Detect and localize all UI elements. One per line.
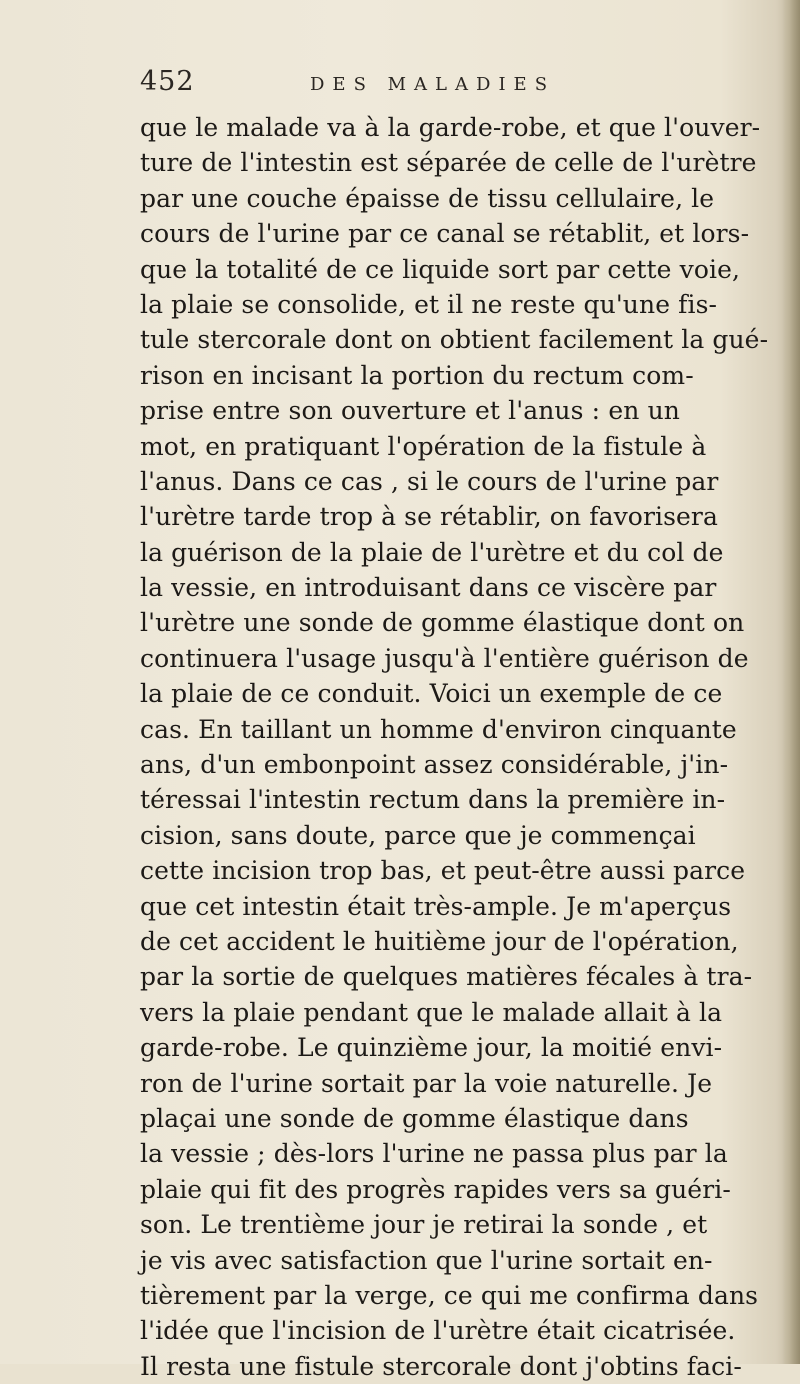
text-line: par une couche épaisse de tissu cellulaire, le <box>140 183 715 213</box>
text-line: mot, en pratiquant l'opération de la fistule à <box>140 431 707 461</box>
text-line: la plaie de ce conduit. Voici un exemple de ce <box>140 679 723 709</box>
text-line: la guérison de la plaie de l'urètre et du col de <box>140 537 724 567</box>
text-line: l'idée que l'incision de l'urètre était cicatrisée. <box>140 1316 736 1346</box>
text-line: rison en incisant la portion du rectum com- <box>140 360 694 390</box>
text-line: que cet intestin était très-ample. Je m'aperçus <box>140 891 732 921</box>
text-line: de cet accident le huitième jour de l'opération, <box>140 926 739 956</box>
text-line: cette incision trop bas, et peut-être aussi parce <box>140 856 746 886</box>
text-line: par la sortie de quelques matières fécales à tra- <box>140 962 753 992</box>
text-line: l'urètre tarde trop à se rétablir, on favorisera <box>140 502 718 532</box>
text-line: garde-robe. Le quinzième jour, la moitié envi- <box>140 1033 723 1063</box>
text-line: cision, sans doute, parce que je commençai <box>140 820 696 850</box>
page-edge-shadow <box>782 0 800 1364</box>
text-line: ans, d'un embonpoint assez considérable, j'in- <box>140 750 729 780</box>
text-line: la vessie ; dès-lors l'urine ne passa plus par la <box>140 1139 728 1169</box>
text-line: prise entre son ouverture et l'anus : en un <box>140 396 680 426</box>
text-line: l'anus. Dans ce cas , si le cours de l'urine par <box>140 466 719 496</box>
text-line: la vessie, en introduisant dans ce viscère par <box>140 573 717 603</box>
text-line: vers la plaie pendant que le malade allait à la <box>140 997 723 1027</box>
text-line: téressai l'intestin rectum dans la première in- <box>140 785 726 815</box>
body-text <box>140 110 769 1384</box>
text-line: ture de l'intestin est séparée de celle de l'urètre <box>140 148 757 178</box>
text-line: son. Le trentième jour je retirai la sonde , et <box>140 1210 708 1240</box>
text-line: que le malade va à la garde-robe, et que l'ouver- <box>140 113 761 142</box>
text-line: que la totalité de ce liquide sort par cette voie, <box>140 254 741 284</box>
text-line: l'urètre une sonde de gomme élastique dont on <box>140 608 745 638</box>
page-header <box>140 66 680 106</box>
text-line: cours de l'urine par ce canal se rétablit, et lors- <box>140 219 750 249</box>
text-line: tule stercorale dont on obtient facilement la gué- <box>140 325 769 355</box>
text-line: ron de l'urine sortait par la voie naturelle. Je <box>140 1068 713 1098</box>
running-title: DES MALADIES <box>310 74 556 95</box>
text-line: cas. En taillant un homme d'environ cinquante <box>140 714 737 744</box>
text-line: la plaie se consolide, et il ne reste qu'une fis- <box>140 289 718 319</box>
text-line: Il resta une fistule stercorale dont j'obtins faci- <box>140 1351 742 1381</box>
text-line: je vis avec satisfaction que l'urine sortait en- <box>140 1245 713 1275</box>
text-line: continuera l'usage jusqu'à l'entière guérison de <box>140 643 749 673</box>
text-line: tièrement par la verge, ce qui me confirma dans <box>140 1280 759 1310</box>
text-line: plaçai une sonde de gomme élastique dans <box>140 1103 689 1133</box>
text-line: plaie qui fit des progrès rapides vers sa guéri- <box>140 1174 731 1204</box>
page-number: 452 <box>140 66 195 97</box>
